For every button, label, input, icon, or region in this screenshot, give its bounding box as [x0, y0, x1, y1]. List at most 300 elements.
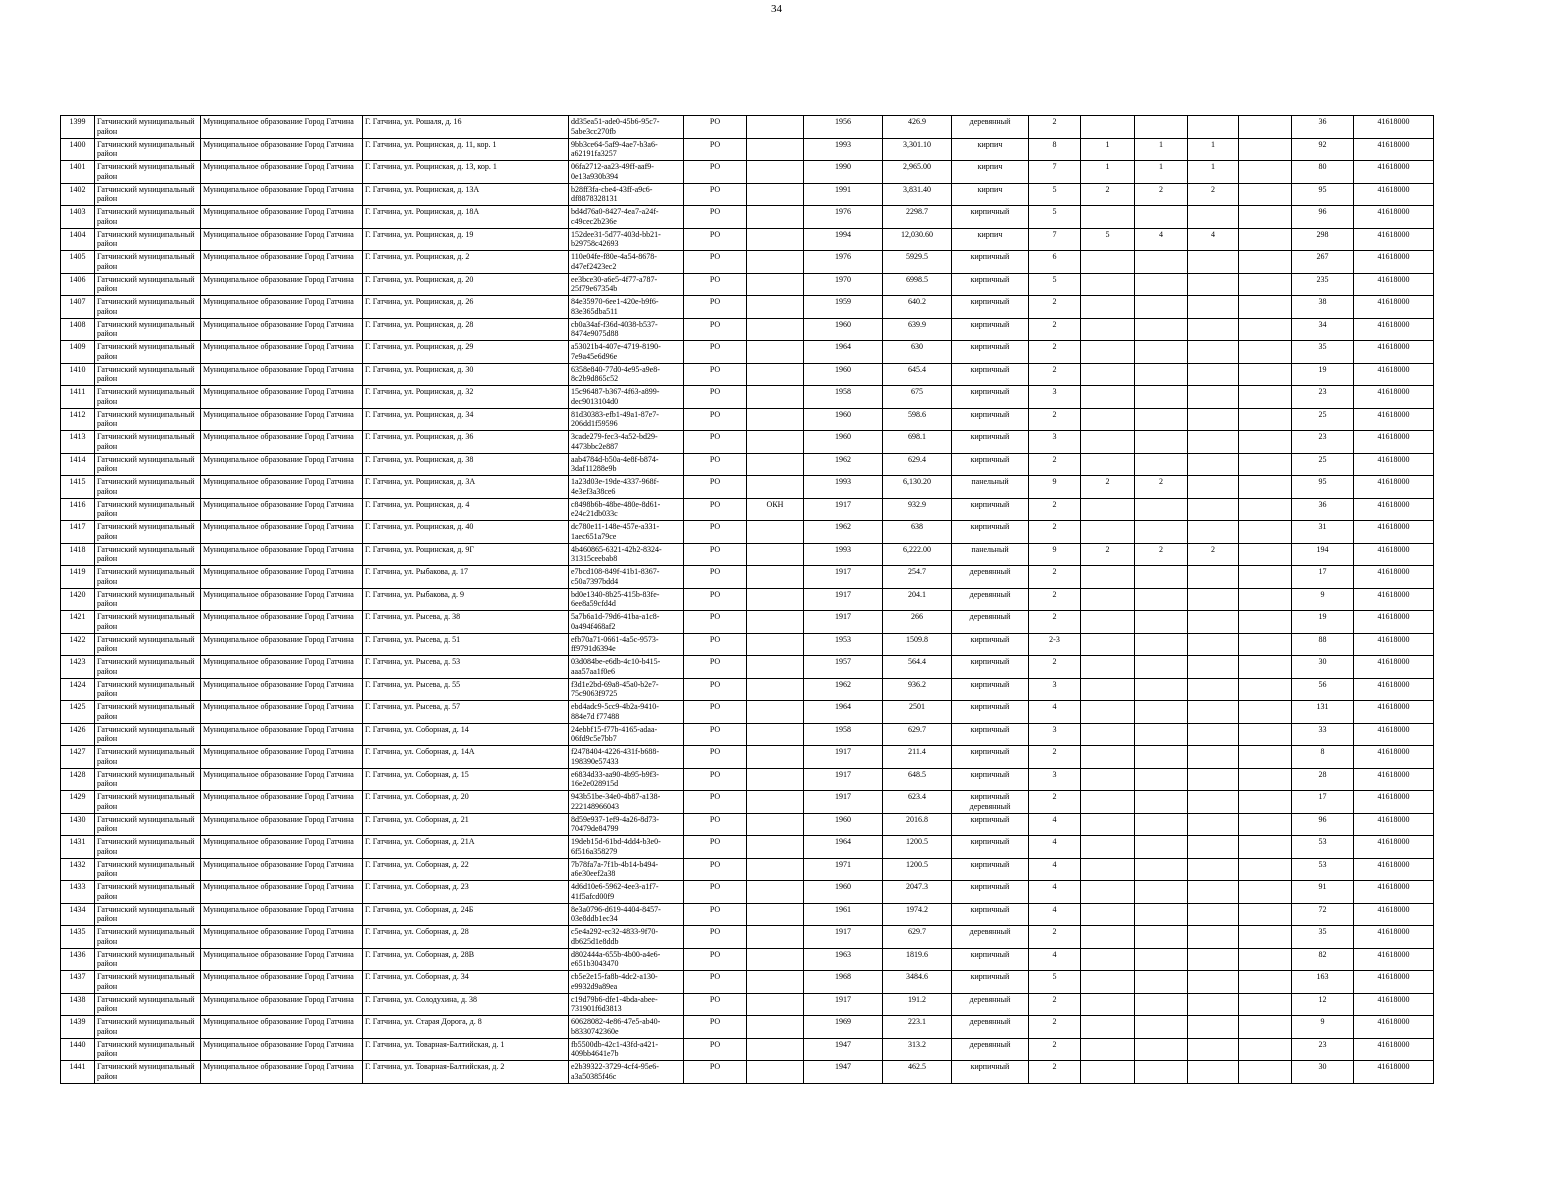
cell-district: Гатчинский муниципальный район	[95, 1016, 201, 1039]
cell-floors: 2	[1029, 341, 1081, 364]
cell-fias-id: 943b51be-34e0-4b87-a138-222148966043	[569, 791, 684, 814]
cell-row-number: 1402	[61, 183, 95, 206]
cell-area: 2047.3	[883, 881, 952, 904]
table-row	[61, 858, 1434, 881]
cell-address: Г. Гатчина, ул. Рощинская, д. 13А	[363, 183, 569, 206]
cell-row-number: 1421	[61, 611, 95, 634]
cell-build-year: 1990	[804, 161, 883, 184]
cell-build-year: 1970	[804, 273, 883, 296]
cell-district: Гатчинский муниципальный район	[95, 836, 201, 859]
cell-heritage-status	[747, 746, 804, 769]
cell-col-d	[1239, 881, 1292, 904]
cell-col-c	[1188, 971, 1239, 994]
cell-build-year: 1964	[804, 836, 883, 859]
cell-residents: 38	[1292, 296, 1354, 319]
cell-owner-type: РО	[684, 341, 747, 364]
cell-build-year: 1963	[804, 948, 883, 971]
cell-municipality: Муниципальное образование Город Гатчина	[201, 656, 363, 679]
cell-col-a	[1081, 633, 1135, 656]
cell-address: Г. Гатчина, ул. Рысева, д. 57	[363, 701, 569, 724]
cell-residents: 19	[1292, 363, 1354, 386]
cell-district: Гатчинский муниципальный район	[95, 588, 201, 611]
cell-col-b	[1135, 566, 1188, 589]
cell-heritage-status	[747, 993, 804, 1016]
cell-area: 426.9	[883, 116, 952, 139]
cell-address: Г. Гатчина, ул. Рощинская, д. 28	[363, 318, 569, 341]
cell-district: Гатчинский муниципальный район	[95, 1038, 201, 1061]
cell-address: Г. Гатчина, ул. Товарная-Балтийская, д. 1	[363, 1038, 569, 1061]
cell-oktmo: 41618000	[1354, 431, 1434, 454]
cell-address: Г. Гатчина, ул. Рыбакова, д. 17	[363, 566, 569, 589]
cell-col-a	[1081, 723, 1135, 746]
cell-oktmo: 41618000	[1354, 656, 1434, 679]
cell-row-number: 1412	[61, 408, 95, 431]
cell-build-year: 1960	[804, 408, 883, 431]
cell-col-d	[1239, 1038, 1292, 1061]
cell-heritage-status	[747, 1016, 804, 1039]
cell-col-c: 1	[1188, 138, 1239, 161]
cell-wall-material: кирпичный	[952, 768, 1029, 791]
cell-address: Г. Гатчина, ул. Товарная-Балтийская, д. 2	[363, 1061, 569, 1084]
cell-col-c	[1188, 678, 1239, 701]
table-row	[61, 138, 1434, 161]
cell-address: Г. Гатчина, ул. Рощинская, д. 29	[363, 341, 569, 364]
cell-row-number: 1409	[61, 341, 95, 364]
cell-col-d	[1239, 633, 1292, 656]
table-row	[61, 206, 1434, 229]
cell-address: Г. Гатчина, ул. Старая Дорога, д. 8	[363, 1016, 569, 1039]
cell-col-a: 2	[1081, 183, 1135, 206]
cell-owner-type: РО	[684, 588, 747, 611]
cell-col-c	[1188, 273, 1239, 296]
cell-district: Гатчинский муниципальный район	[95, 363, 201, 386]
cell-col-c	[1188, 588, 1239, 611]
cell-col-b	[1135, 858, 1188, 881]
cell-row-number: 1422	[61, 633, 95, 656]
cell-floors: 3	[1029, 723, 1081, 746]
cell-oktmo: 41618000	[1354, 296, 1434, 319]
cell-oktmo: 41618000	[1354, 1061, 1434, 1084]
table-row	[61, 633, 1434, 656]
cell-district: Гатчинский муниципальный район	[95, 431, 201, 454]
cell-col-c: 4	[1188, 228, 1239, 251]
cell-row-number: 1410	[61, 363, 95, 386]
cell-oktmo: 41618000	[1354, 813, 1434, 836]
cell-fias-id: a53021b4-407e-4719-8190-7e9a45e6d96e	[569, 341, 684, 364]
cell-residents: 9	[1292, 1016, 1354, 1039]
cell-heritage-status	[747, 588, 804, 611]
cell-floors: 2	[1029, 566, 1081, 589]
cell-owner-type: РО	[684, 813, 747, 836]
cell-col-b	[1135, 1016, 1188, 1039]
cell-residents: 30	[1292, 1061, 1354, 1084]
cell-col-d	[1239, 813, 1292, 836]
cell-col-c	[1188, 813, 1239, 836]
cell-residents: 35	[1292, 926, 1354, 949]
cell-municipality: Муниципальное образование Город Гатчина	[201, 521, 363, 544]
cell-heritage-status	[747, 543, 804, 566]
cell-col-a	[1081, 1016, 1135, 1039]
cell-col-d	[1239, 363, 1292, 386]
cell-row-number: 1433	[61, 881, 95, 904]
cell-residents: 96	[1292, 206, 1354, 229]
cell-oktmo: 41618000	[1354, 206, 1434, 229]
cell-district: Гатчинский муниципальный район	[95, 138, 201, 161]
cell-col-a: 2	[1081, 476, 1135, 499]
cell-oktmo: 41618000	[1354, 633, 1434, 656]
table-row	[61, 948, 1434, 971]
cell-wall-material: деревянный	[952, 993, 1029, 1016]
cell-floors: 8	[1029, 138, 1081, 161]
cell-wall-material: кирпичный	[952, 633, 1029, 656]
cell-build-year: 1917	[804, 768, 883, 791]
cell-wall-material: кирпичный	[952, 408, 1029, 431]
cell-owner-type: РО	[684, 566, 747, 589]
cell-col-a	[1081, 656, 1135, 679]
cell-address: Г. Гатчина, ул. Соборная, д. 22	[363, 858, 569, 881]
cell-build-year: 1993	[804, 543, 883, 566]
cell-residents: 30	[1292, 656, 1354, 679]
cell-wall-material: кирпичный	[952, 1061, 1029, 1084]
cell-district: Гатчинский муниципальный район	[95, 453, 201, 476]
cell-owner-type: РО	[684, 1061, 747, 1084]
housing-registry-table	[60, 115, 1434, 1084]
cell-col-b	[1135, 363, 1188, 386]
cell-address: Г. Гатчина, ул. Рощинская, д. 20	[363, 273, 569, 296]
cell-area: 2298.7	[883, 206, 952, 229]
cell-row-number: 1426	[61, 723, 95, 746]
cell-owner-type: РО	[684, 521, 747, 544]
cell-wall-material: кирпич	[952, 161, 1029, 184]
cell-col-b	[1135, 341, 1188, 364]
cell-row-number: 1435	[61, 926, 95, 949]
cell-col-b	[1135, 656, 1188, 679]
cell-row-number: 1431	[61, 836, 95, 859]
cell-build-year: 1993	[804, 138, 883, 161]
cell-fias-id: f2478404-4226-431f-b688-198390e57433	[569, 746, 684, 769]
cell-col-b	[1135, 926, 1188, 949]
cell-municipality: Муниципальное образование Город Гатчина	[201, 453, 363, 476]
cell-wall-material: панельный	[952, 476, 1029, 499]
cell-address: Г. Гатчина, ул. Рощинская, д. 26	[363, 296, 569, 319]
cell-address: Г. Гатчина, ул. Рощинская, д. 2	[363, 251, 569, 274]
cell-heritage-status	[747, 138, 804, 161]
cell-residents: 23	[1292, 1038, 1354, 1061]
cell-heritage-status	[747, 948, 804, 971]
table-row	[61, 183, 1434, 206]
cell-fias-id: 8e3a0796-d619-4404-8457-03e8ddb1ec34	[569, 903, 684, 926]
cell-residents: 298	[1292, 228, 1354, 251]
cell-wall-material: кирпичный	[952, 251, 1029, 274]
cell-row-number: 1425	[61, 701, 95, 724]
table-row	[61, 993, 1434, 1016]
cell-fias-id: 1a23d03e-19de-4337-968f-4e3ef3a38ce6	[569, 476, 684, 499]
cell-col-a	[1081, 498, 1135, 521]
cell-col-a	[1081, 903, 1135, 926]
cell-col-c	[1188, 341, 1239, 364]
cell-col-c	[1188, 476, 1239, 499]
cell-address: Г. Гатчина, ул. Рощинская, д. 3А	[363, 476, 569, 499]
cell-col-b	[1135, 611, 1188, 634]
cell-build-year: 1962	[804, 521, 883, 544]
cell-owner-type: РО	[684, 363, 747, 386]
cell-col-b	[1135, 971, 1188, 994]
cell-fias-id: 8d59e937-1ef9-4a26-8d73-70479de84799	[569, 813, 684, 836]
cell-col-c	[1188, 386, 1239, 409]
cell-fias-id: 06fa2712-aa23-49ff-aaf9-0e13a930b394	[569, 161, 684, 184]
cell-address: Г. Гатчина, ул. Соборная, д. 23	[363, 881, 569, 904]
cell-heritage-status	[747, 701, 804, 724]
cell-address: Г. Гатчина, ул. Соборная, д. 14А	[363, 746, 569, 769]
cell-row-number: 1437	[61, 971, 95, 994]
cell-municipality: Муниципальное образование Город Гатчина	[201, 746, 363, 769]
cell-floors: 5	[1029, 183, 1081, 206]
cell-col-b	[1135, 633, 1188, 656]
cell-col-b	[1135, 431, 1188, 454]
cell-col-c	[1188, 926, 1239, 949]
cell-district: Гатчинский муниципальный район	[95, 633, 201, 656]
cell-address: Г. Гатчина, ул. Соборная, д. 21	[363, 813, 569, 836]
cell-build-year: 1960	[804, 431, 883, 454]
cell-oktmo: 41618000	[1354, 273, 1434, 296]
cell-oktmo: 41618000	[1354, 993, 1434, 1016]
cell-area: 564.4	[883, 656, 952, 679]
cell-build-year: 1971	[804, 858, 883, 881]
cell-oktmo: 41618000	[1354, 678, 1434, 701]
cell-oktmo: 41618000	[1354, 566, 1434, 589]
cell-build-year: 1917	[804, 588, 883, 611]
cell-row-number: 1436	[61, 948, 95, 971]
cell-municipality: Муниципальное образование Город Гатчина	[201, 971, 363, 994]
table-row	[61, 903, 1434, 926]
cell-col-c	[1188, 768, 1239, 791]
cell-fias-id: e2b39322-3729-4cf4-95e6-a3a50385f46c	[569, 1061, 684, 1084]
cell-col-a	[1081, 611, 1135, 634]
cell-fias-id: e7bcd108-849f-41b1-8367-c50a7397bdd4	[569, 566, 684, 589]
cell-col-d	[1239, 521, 1292, 544]
cell-fias-id: ee3bce30-a6e5-4f77-a787-25f79e67354b	[569, 273, 684, 296]
cell-wall-material: кирпичный	[952, 858, 1029, 881]
cell-oktmo: 41618000	[1354, 183, 1434, 206]
cell-oktmo: 41618000	[1354, 611, 1434, 634]
cell-area: 6,130.20	[883, 476, 952, 499]
cell-residents: 96	[1292, 813, 1354, 836]
cell-wall-material: деревянный	[952, 116, 1029, 139]
cell-owner-type: РО	[684, 971, 747, 994]
cell-oktmo: 41618000	[1354, 836, 1434, 859]
cell-row-number: 1414	[61, 453, 95, 476]
cell-district: Гатчинский муниципальный район	[95, 813, 201, 836]
cell-district: Гатчинский муниципальный район	[95, 881, 201, 904]
cell-fias-id: 7b78fa7a-7f1b-4b14-b494-a6e30eef2a38	[569, 858, 684, 881]
cell-owner-type: РО	[684, 701, 747, 724]
cell-floors: 3	[1029, 431, 1081, 454]
cell-address: Г. Гатчина, ул. Рощинская, д. 9Г	[363, 543, 569, 566]
cell-col-c	[1188, 206, 1239, 229]
table-row	[61, 881, 1434, 904]
cell-col-a	[1081, 881, 1135, 904]
cell-floors: 6	[1029, 251, 1081, 274]
cell-municipality: Муниципальное образование Город Гатчина	[201, 588, 363, 611]
table-row	[61, 1038, 1434, 1061]
cell-build-year: 1960	[804, 881, 883, 904]
cell-residents: 88	[1292, 633, 1354, 656]
cell-col-a: 5	[1081, 228, 1135, 251]
cell-heritage-status	[747, 363, 804, 386]
cell-col-a	[1081, 791, 1135, 814]
cell-municipality: Муниципальное образование Город Гатчина	[201, 813, 363, 836]
cell-municipality: Муниципальное образование Город Гатчина	[201, 543, 363, 566]
cell-floors: 2	[1029, 746, 1081, 769]
cell-residents: 28	[1292, 768, 1354, 791]
cell-fias-id: bd0e1340-8b25-415b-83fe-6ee8a59cfd4d	[569, 588, 684, 611]
cell-residents: 53	[1292, 836, 1354, 859]
cell-fias-id: 19deb15d-61bd-4dd4-b3e0-6f516a358279	[569, 836, 684, 859]
cell-col-a	[1081, 116, 1135, 139]
cell-col-d	[1239, 453, 1292, 476]
cell-col-a	[1081, 746, 1135, 769]
cell-municipality: Муниципальное образование Город Гатчина	[201, 993, 363, 1016]
cell-owner-type: РО	[684, 948, 747, 971]
table-row	[61, 971, 1434, 994]
table-row	[61, 1016, 1434, 1039]
cell-col-d	[1239, 498, 1292, 521]
cell-col-b	[1135, 1061, 1188, 1084]
cell-floors: 4	[1029, 858, 1081, 881]
cell-oktmo: 41618000	[1354, 948, 1434, 971]
cell-address: Г. Гатчина, ул. Рощинская, д. 32	[363, 386, 569, 409]
cell-owner-type: РО	[684, 138, 747, 161]
cell-oktmo: 41618000	[1354, 926, 1434, 949]
cell-oktmo: 41618000	[1354, 363, 1434, 386]
cell-floors: 4	[1029, 813, 1081, 836]
cell-district: Гатчинский муниципальный район	[95, 1061, 201, 1084]
cell-area: 3,831.40	[883, 183, 952, 206]
cell-col-b	[1135, 251, 1188, 274]
cell-municipality: Муниципальное образование Город Гатчина	[201, 273, 363, 296]
cell-col-c	[1188, 746, 1239, 769]
cell-address: Г. Гатчина, ул. Рощинская, д. 30	[363, 363, 569, 386]
table-row	[61, 341, 1434, 364]
cell-col-d	[1239, 836, 1292, 859]
cell-residents: 72	[1292, 903, 1354, 926]
cell-wall-material: кирпичный	[952, 386, 1029, 409]
cell-residents: 23	[1292, 431, 1354, 454]
cell-build-year: 1960	[804, 318, 883, 341]
cell-heritage-status	[747, 791, 804, 814]
cell-address: Г. Гатчина, ул. Рощинская, д. 11, кор. 1	[363, 138, 569, 161]
cell-col-c	[1188, 318, 1239, 341]
cell-row-number: 1438	[61, 993, 95, 1016]
cell-address: Г. Гатчина, ул. Рощинская, д. 40	[363, 521, 569, 544]
cell-floors: 2	[1029, 116, 1081, 139]
cell-municipality: Муниципальное образование Город Гатчина	[201, 701, 363, 724]
table-row	[61, 678, 1434, 701]
cell-wall-material: кирпичный	[952, 296, 1029, 319]
cell-wall-material: кирпичный	[952, 813, 1029, 836]
cell-fias-id: e6834d33-aa90-4b95-b9f3-16e2e028915d	[569, 768, 684, 791]
cell-col-c	[1188, 296, 1239, 319]
cell-col-a	[1081, 588, 1135, 611]
cell-residents: 23	[1292, 386, 1354, 409]
cell-district: Гатчинский муниципальный район	[95, 768, 201, 791]
cell-row-number: 1430	[61, 813, 95, 836]
cell-district: Гатчинский муниципальный район	[95, 206, 201, 229]
cell-address: Г. Гатчина, ул. Соборная, д. 14	[363, 723, 569, 746]
cell-col-d	[1239, 858, 1292, 881]
cell-wall-material: кирпичный	[952, 431, 1029, 454]
cell-heritage-status	[747, 116, 804, 139]
cell-oktmo: 41618000	[1354, 971, 1434, 994]
cell-area: 629.7	[883, 926, 952, 949]
cell-col-d	[1239, 611, 1292, 634]
cell-col-c	[1188, 116, 1239, 139]
cell-col-b	[1135, 498, 1188, 521]
cell-oktmo: 41618000	[1354, 1038, 1434, 1061]
cell-district: Гатчинский муниципальный район	[95, 341, 201, 364]
cell-fias-id: efb70a71-0661-4a5c-9573-ff9791d6394e	[569, 633, 684, 656]
cell-build-year: 1991	[804, 183, 883, 206]
cell-col-d	[1239, 341, 1292, 364]
cell-district: Гатчинский муниципальный район	[95, 701, 201, 724]
cell-residents: 33	[1292, 723, 1354, 746]
cell-residents: 82	[1292, 948, 1354, 971]
cell-residents: 36	[1292, 498, 1354, 521]
cell-area: 1200.5	[883, 836, 952, 859]
cell-address: Г. Гатчина, ул. Рощинская, д. 36	[363, 431, 569, 454]
cell-district: Гатчинский муниципальный район	[95, 386, 201, 409]
cell-col-c	[1188, 858, 1239, 881]
cell-col-d	[1239, 566, 1292, 589]
cell-build-year: 1968	[804, 971, 883, 994]
cell-owner-type: РО	[684, 926, 747, 949]
cell-wall-material: деревянный	[952, 566, 1029, 589]
cell-floors: 2	[1029, 656, 1081, 679]
cell-row-number: 1400	[61, 138, 95, 161]
cell-address: Г. Гатчина, ул. Рысева, д. 51	[363, 633, 569, 656]
cell-floors: 2	[1029, 791, 1081, 814]
cell-owner-type: РО	[684, 318, 747, 341]
cell-oktmo: 41618000	[1354, 228, 1434, 251]
cell-wall-material: кирпич	[952, 183, 1029, 206]
cell-heritage-status	[747, 813, 804, 836]
cell-col-a	[1081, 431, 1135, 454]
cell-owner-type: РО	[684, 858, 747, 881]
table-row	[61, 161, 1434, 184]
cell-wall-material: кирпичный	[952, 903, 1029, 926]
cell-col-c	[1188, 521, 1239, 544]
cell-col-c	[1188, 701, 1239, 724]
cell-area: 638	[883, 521, 952, 544]
table-row	[61, 723, 1434, 746]
cell-district: Гатчинский муниципальный район	[95, 296, 201, 319]
cell-floors: 2	[1029, 363, 1081, 386]
cell-area: 623.4	[883, 791, 952, 814]
cell-district: Гатчинский муниципальный район	[95, 746, 201, 769]
cell-build-year: 1917	[804, 611, 883, 634]
cell-oktmo: 41618000	[1354, 588, 1434, 611]
cell-build-year: 1960	[804, 813, 883, 836]
table-row	[61, 476, 1434, 499]
cell-municipality: Муниципальное образование Город Гатчина	[201, 386, 363, 409]
cell-col-d	[1239, 656, 1292, 679]
page-number: 34	[771, 3, 782, 15]
cell-residents: 95	[1292, 183, 1354, 206]
cell-heritage-status	[747, 183, 804, 206]
cell-col-a	[1081, 971, 1135, 994]
table-row	[61, 791, 1434, 814]
cell-col-c	[1188, 836, 1239, 859]
